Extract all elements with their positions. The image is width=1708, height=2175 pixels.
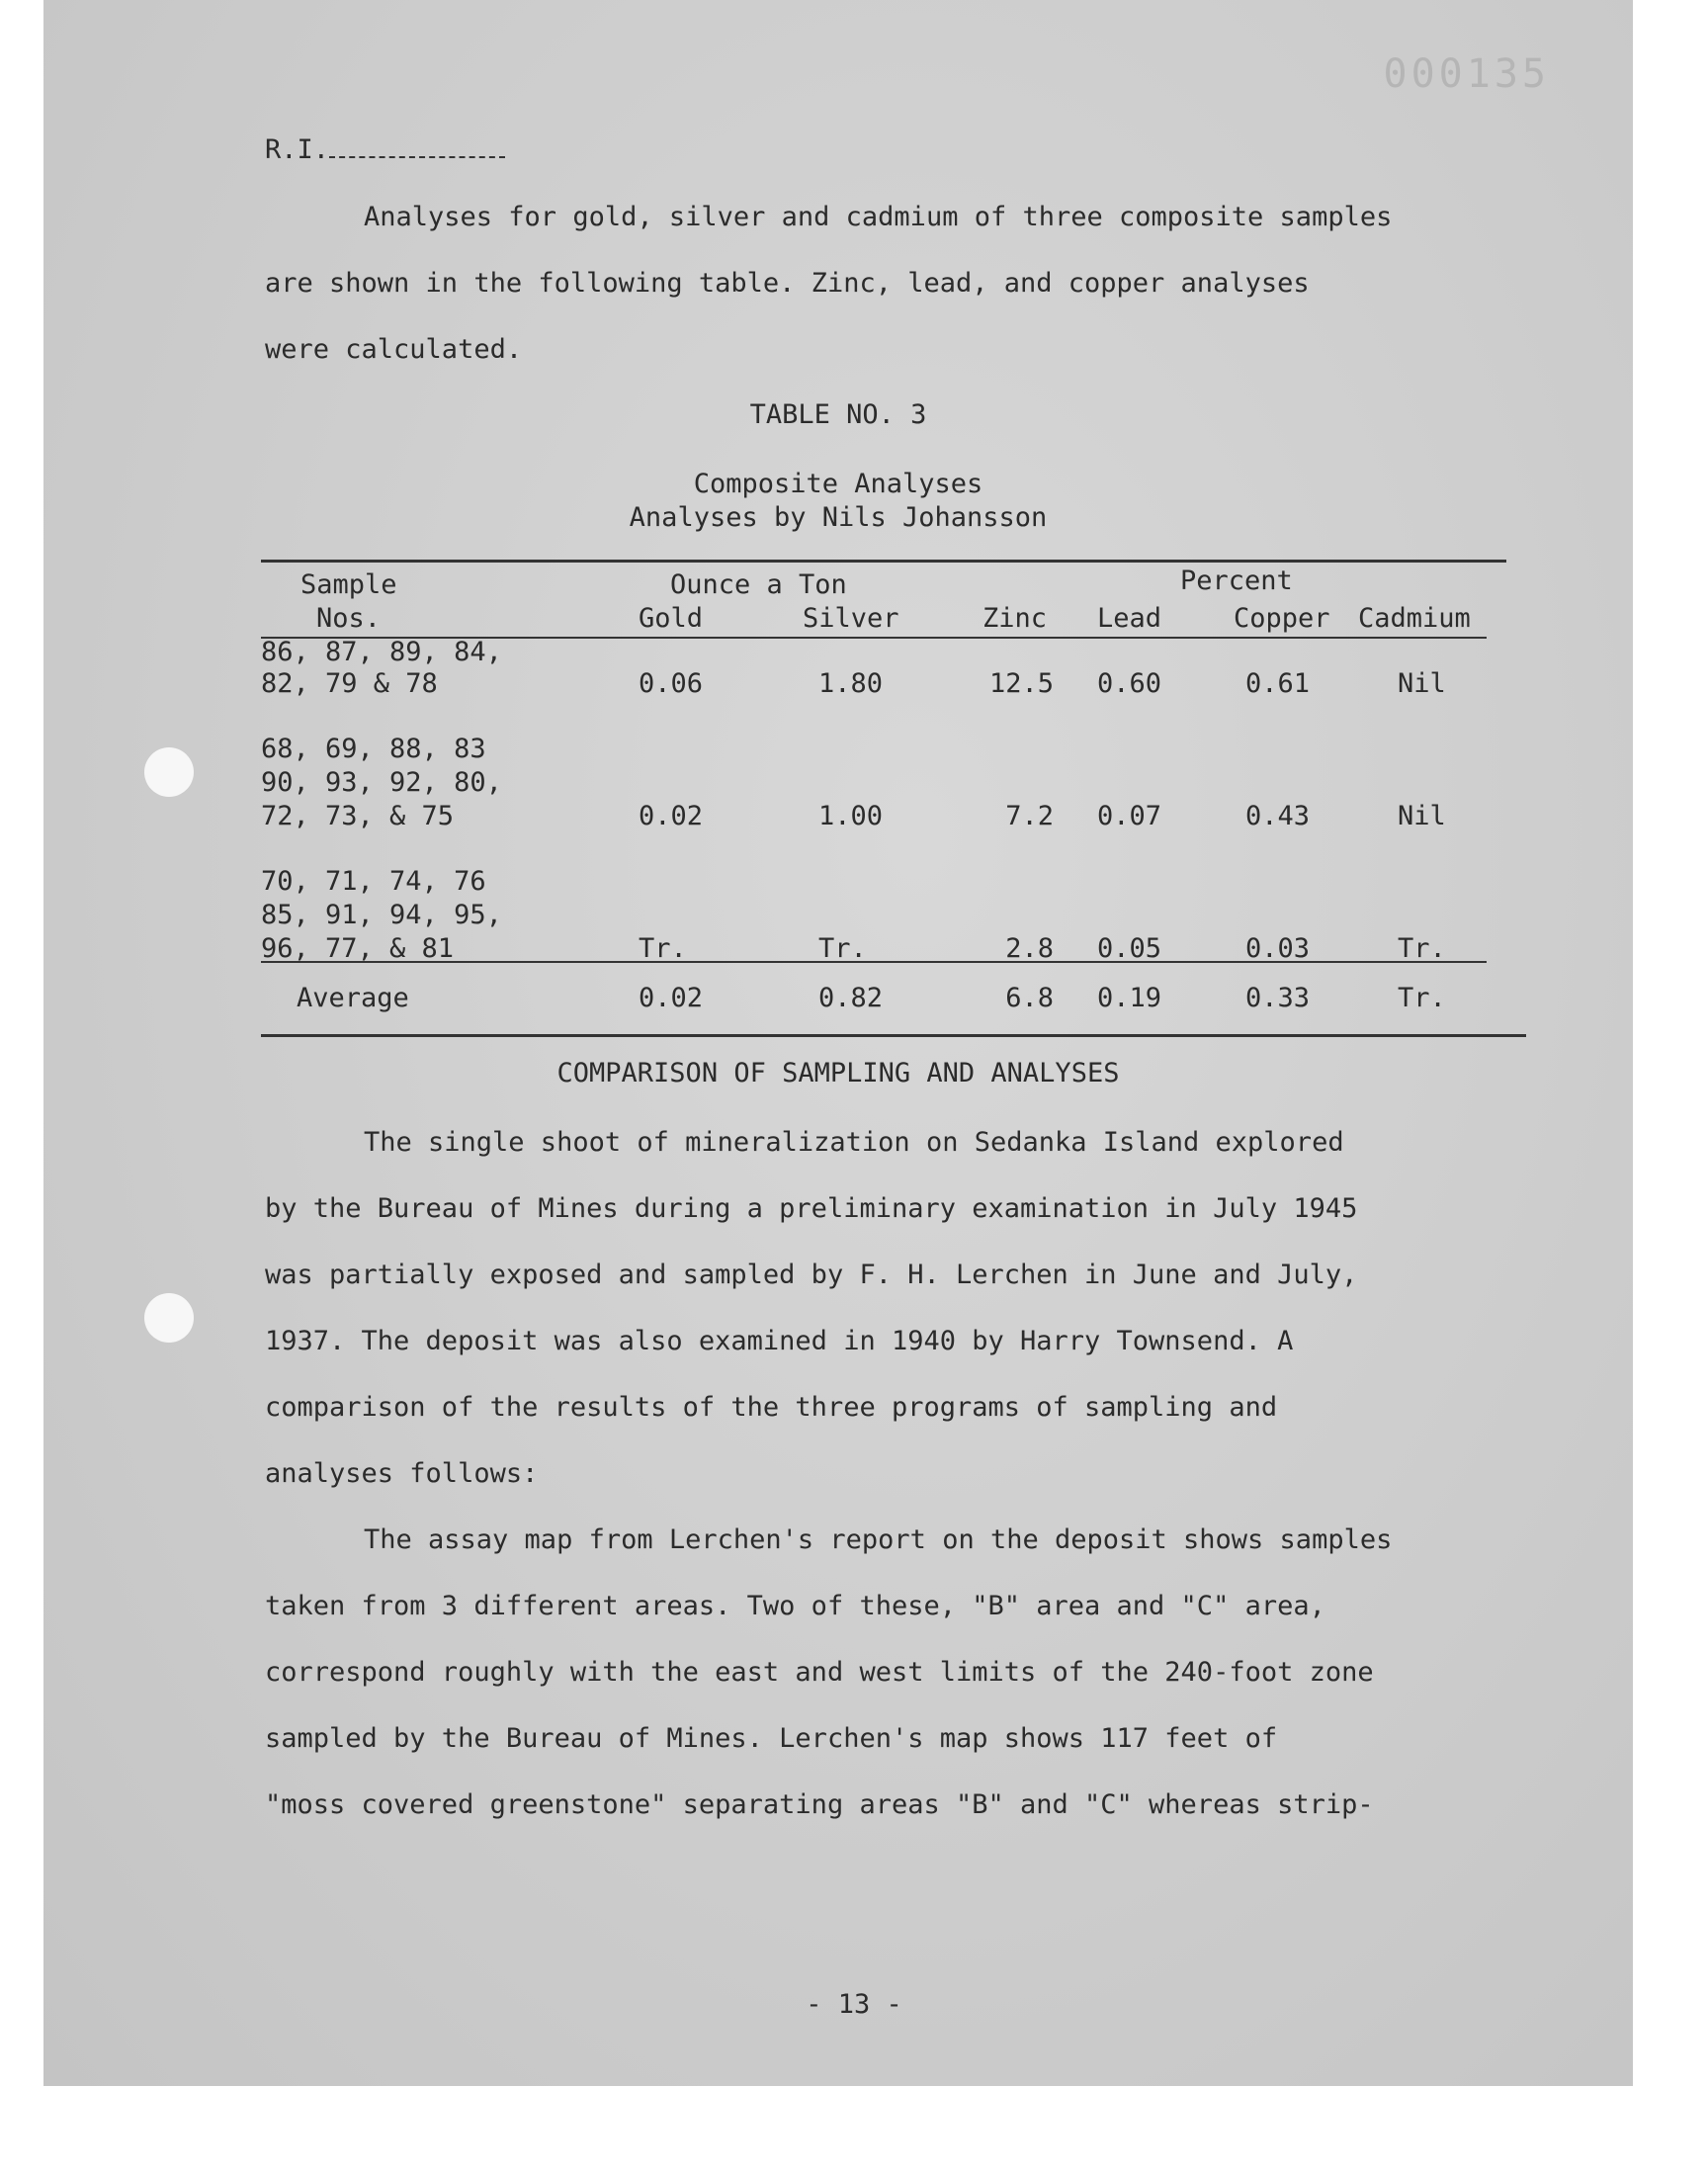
row3-gold: Tr.: [639, 933, 687, 964]
row2-silver: 1.00: [818, 801, 884, 831]
row1-lead: 0.60: [1097, 668, 1162, 699]
row3-cadmium: Tr.: [1398, 933, 1446, 964]
row2-zinc: 7.2: [1005, 801, 1054, 831]
paragraph-line: correspond roughly with the east and west limits of the 240-foot zone: [265, 1657, 1374, 1688]
average-top-rule: [261, 961, 1487, 963]
row2-lead: 0.07: [1097, 801, 1162, 831]
table-top-rule: [261, 560, 1506, 563]
average-lead: 0.19: [1097, 983, 1162, 1013]
header-lead: Lead: [1097, 603, 1162, 634]
comparison-paragraph: [265, 1109, 1491, 1507]
row1-zinc: 12.5: [988, 668, 1054, 699]
row3-zinc: 2.8: [1005, 933, 1054, 964]
row3-samples-line3: 96, 77, & 81: [261, 933, 455, 964]
row3-copper: 0.03: [1245, 933, 1311, 964]
paragraph-line: 1937. The deposit was also examined in 1940 by Harry Townsend. A: [265, 1326, 1294, 1356]
paragraph-line: was partially exposed and sampled by F. H. Lerchen in June and July,: [265, 1260, 1358, 1290]
intro-line: are shown in the following table. Zinc, lead, and copper analyses: [265, 268, 1310, 299]
header-cadmium: Cadmium: [1358, 603, 1471, 634]
average-label: Average: [297, 983, 409, 1013]
assay-map-paragraph: [265, 1507, 1491, 1838]
header-zinc: Zinc: [982, 603, 1048, 634]
header-ounce-a-ton: Ounce a Ton: [670, 569, 847, 600]
punch-hole-top: [144, 747, 194, 797]
paragraph-line: sampled by the Bureau of Mines. Lerchen's map shows 117 feet of: [265, 1723, 1278, 1754]
row1-silver: 1.80: [818, 668, 884, 699]
paragraph-line: The assay map from Lerchen's report on the deposit shows samples: [364, 1524, 1393, 1555]
row3-samples-line2: 85, 91, 94, 95,: [261, 900, 502, 930]
row2-samples-line1: 68, 69, 88, 83: [261, 734, 486, 764]
paragraph-line: The single shoot of mineralization on Sedanka Island explored: [364, 1127, 1344, 1158]
header-gold: Gold: [639, 603, 704, 634]
row3-lead: 0.05: [1097, 933, 1162, 964]
row1-copper: 0.61: [1245, 668, 1311, 699]
document-stamp-number: 000135: [1383, 51, 1550, 97]
section-title: COMPARISON OF SAMPLING AND ANALYSES: [556, 1058, 1120, 1088]
paragraph-line: comparison of the results of the three programs of sampling and: [265, 1392, 1278, 1423]
average-cadmium: Tr.: [1398, 983, 1446, 1013]
table-title: Composite Analyses: [693, 469, 983, 499]
header-silver: Silver: [803, 603, 899, 634]
row2-samples-line2: 90, 93, 92, 80,: [261, 767, 502, 798]
row1-samples-line1: 86, 87, 89, 84,: [261, 637, 502, 667]
row1-cadmium: Nil: [1398, 668, 1446, 699]
ri-blank-line: [329, 136, 505, 158]
ri-label: R.I.: [265, 134, 505, 165]
average-zinc: 6.8: [1005, 983, 1054, 1013]
average-gold: 0.02: [639, 983, 704, 1013]
page-number: - 13 -: [806, 1989, 902, 2020]
intro-line: were calculated.: [265, 334, 523, 365]
row2-cadmium: Nil: [1398, 801, 1446, 831]
header-sample: Sample: [300, 569, 397, 600]
header-copper: Copper: [1234, 603, 1330, 634]
paragraph-line: by the Bureau of Mines during a preliminary examination in July 1945: [265, 1193, 1358, 1224]
header-percent: Percent: [1180, 566, 1293, 596]
row1-gold: 0.06: [639, 668, 704, 699]
table-bottom-rule: [261, 1034, 1526, 1037]
table-number: TABLE NO. 3: [749, 399, 927, 430]
paragraph-line: taken from 3 different areas. Two of these, "B" area and "C" area,: [265, 1591, 1325, 1621]
average-copper: 0.33: [1245, 983, 1311, 1013]
row1-samples-line2: 82, 79 & 78: [261, 668, 438, 699]
paragraph-line: "moss covered greenstone" separating areas "B" and "C" whereas strip-: [265, 1789, 1374, 1820]
punch-hole-bottom: [144, 1293, 194, 1343]
paragraph-line: analyses follows:: [265, 1458, 539, 1489]
row2-samples-line3: 72, 73, & 75: [261, 801, 455, 831]
row2-gold: 0.02: [639, 801, 704, 831]
table-subtitle: Analyses by Nils Johansson: [629, 502, 1048, 533]
row3-silver: Tr.: [818, 933, 867, 964]
intro-paragraph: [265, 184, 1491, 383]
row2-copper: 0.43: [1245, 801, 1311, 831]
intro-line: Analyses for gold, silver and cadmium of three composite samples: [364, 202, 1393, 232]
header-sample-nos: Nos.: [316, 603, 382, 634]
average-silver: 0.82: [818, 983, 884, 1013]
row3-samples-line1: 70, 71, 74, 76: [261, 866, 486, 897]
